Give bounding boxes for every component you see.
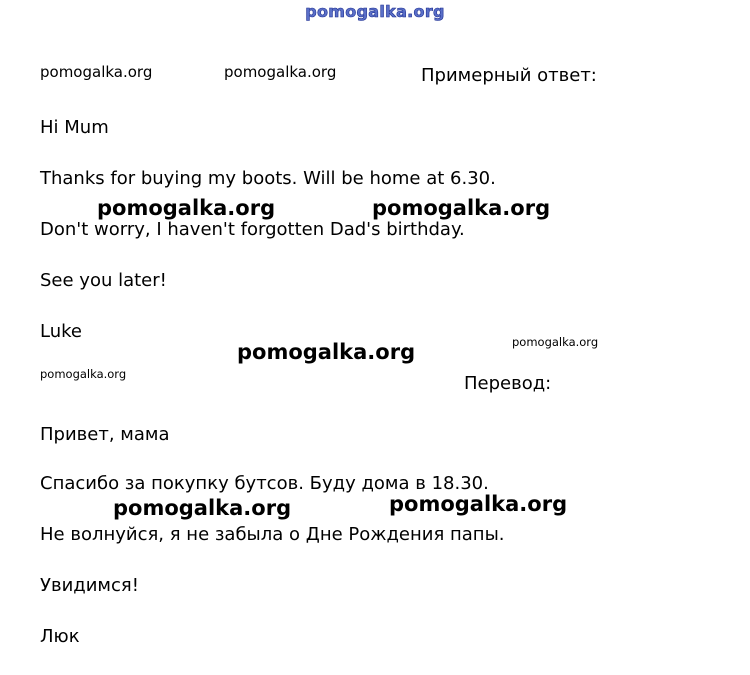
watermark-big-4: pomogalka.org	[113, 496, 292, 520]
answer-greeting: Hi Mum	[40, 117, 109, 138]
answer-line-1: Thanks for buying my boots. Will be home at 6.30.	[40, 168, 496, 189]
watermark-big-5: pomogalka.org	[389, 492, 568, 516]
watermark-big-3: pomogalka.org	[237, 340, 416, 364]
answer-heading: Примерный ответ:	[421, 65, 597, 86]
translation-line-2: Не волнуйся, я не забыла о Дне Рождения папы.	[40, 524, 505, 545]
translation-heading: Перевод:	[464, 373, 552, 394]
translation-signature: Люк	[40, 626, 80, 647]
watermark-big-2: pomogalka.org	[372, 196, 551, 220]
answer-signature: Luke	[40, 321, 82, 342]
translation-line-1: Спасибо за покупку бутсов. Буду дома в 18.30.	[40, 473, 489, 494]
watermark-big-1: pomogalka.org	[97, 196, 276, 220]
watermark-tiny-right: pomogalka.org	[512, 335, 599, 349]
answer-line-2: Don't worry, I haven't forgotten Dad's birthday.	[40, 219, 465, 240]
translation-line-3: Увидимся!	[40, 575, 139, 596]
watermark-tiny-left: pomogalka.org	[40, 367, 127, 381]
watermark-top-text: pomogalka.org	[305, 2, 445, 21]
watermark-small-center: pomogalka.org	[224, 63, 337, 81]
watermark-top	[0, 2, 750, 21]
watermark-small-left: pomogalka.org	[40, 63, 153, 81]
translation-greeting: Привет, мама	[40, 424, 170, 445]
answer-line-3: See you later!	[40, 270, 167, 291]
